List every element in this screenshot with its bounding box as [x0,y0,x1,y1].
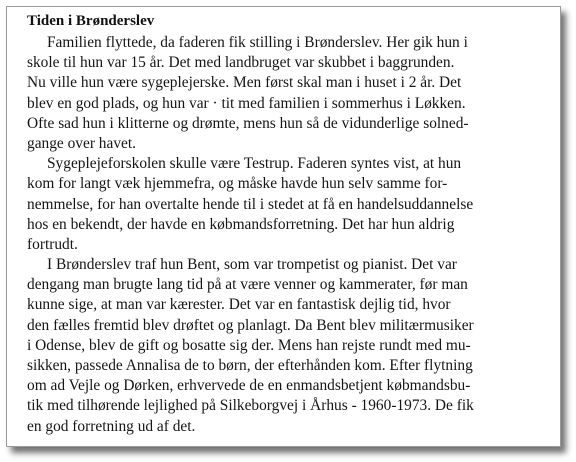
text-line: i Odense, blev de gift og bosatte sig der. Mens han rejste rundt med mu- [27,336,471,354]
text-line: tik med tilhørende lejlighed på Silkeborgvej i Århus - 1960-1973. De fik [27,397,474,415]
text-line: nemmelse, for han overtalte hende til i stedet at få en handelsuddannelse [27,195,474,213]
text-line: sikken, passede Annalisa de to børn, der efterhånden kom. Efter flytning [27,357,473,374]
text-line: Nu ville hun være sygeplejerske. Men først skal man i huset i 2 år. Det [27,74,462,92]
text-line: den fælles fremtid blev drøftet og planlagt. Da Bent blev militærmusiker [27,316,474,334]
text-line: Ofte sad hun i klitterne og drømte, mens hun så de vidunderlige solned- [27,114,469,132]
text-line: Sygeplejeforskolen skulle være Testrup. Faderen syntes vist, at hun [47,155,462,173]
body-text [27,33,555,437]
text-line: hos en bekendt, der havde en købmandsforretning. Det har hun aldrig [27,215,455,233]
text-line: Familien flyttede, da faderen fik stilling i Brønderslev. Her gik hun i [47,34,468,51]
document-frame [6,6,561,447]
text-line: fortrudt. [27,235,78,253]
text-line: om ad Vejle og Dørken, erhvervede de en enmandsbetjent købmandsbu- [27,377,471,395]
text-line: en god forretning ud af det. [27,417,196,435]
text-line: kom for langt væk hjemmefra, og måske havde hun selv samme for- [27,175,448,193]
text-line: kunne sige, at man var kærester. Det var en fantastisk dejlig tid, hvor [27,296,451,314]
text-line: skole til hun var 15 år. Det med landbruget var skubbet i baggrunden. [27,54,455,72]
text-line: dengang man brugte lang tid på at være venner og kammerater, før man [27,276,468,294]
section-title: Tiden i Brønderslev [27,13,155,29]
text-line: I Brønderslev traf hun Bent, som var trompetist og pianist. Det var [47,256,457,274]
text-line: blev en god plads, og hun var · tit med familien i sommerhus i Løkken. [27,94,466,112]
text-line: gange over havet. [27,134,136,152]
